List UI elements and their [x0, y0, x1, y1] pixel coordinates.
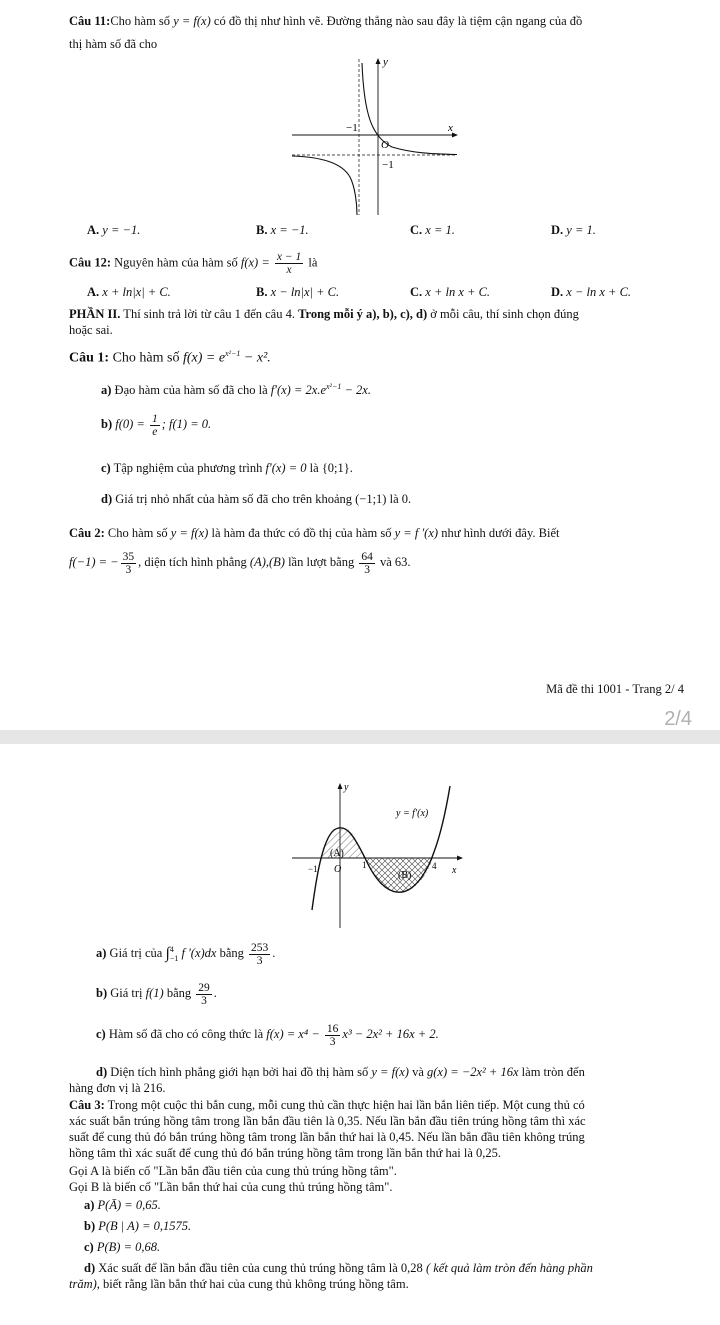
- cau-3-line4: hồng tâm thì xác suất để cung thủ đó bắn trúng hồng tâm trong lần bắn thứ hai là 0,25.: [69, 1146, 502, 1160]
- asymptote-graph: [292, 55, 462, 217]
- x-axis-label: x: [448, 122, 453, 134]
- q12-option-b[interactable]: B. x − ln|x| + C.: [256, 285, 340, 299]
- cau-2-line2: f(−1) = − $\frac{35}{3}$ , diện tích hình phẳng (A),(B) lần lượt bằng $\frac{64}{3}$ và 63.: [69, 550, 411, 576]
- graph2-fprime-label: y = f′(x): [396, 808, 429, 819]
- page-number-indicator: 2/4: [664, 708, 692, 730]
- q11-option-a[interactable]: A. y = −1.: [87, 223, 141, 237]
- graph2-y-label: y: [344, 782, 349, 793]
- page-footer: Mã đề thi 1001 - Trang 2/ 4: [546, 682, 684, 696]
- y-axis-label: y: [383, 56, 388, 68]
- q12-option-c[interactable]: C. x + ln x + C.: [410, 285, 491, 299]
- page-separator: [0, 730, 720, 744]
- tick-one: 1: [362, 860, 367, 870]
- cau-3-line3: suất để cung thủ đó bắn trúng hồng tâm trong lần bắn thứ hai là 0,45. Nếu lần bắn đầu tiên không trúng: [69, 1130, 585, 1144]
- cau-3-line2: xác suất bắn trúng hồng tâm trong lần bắn đầu tiên là 0,35. Nếu lần bắn đầu tiên trúng hồng tâm thì xác: [69, 1114, 586, 1128]
- cau-2-statement-c[interactable]: c) Hàm số đã cho có công thức là f(x) = x⁴ − $\frac{16}{3}$ x³ − 2x² + 16x + 2.: [96, 1022, 439, 1048]
- cau-3-event-b: Gọi B là biến cố "Lần bắn thứ hai của cung thủ trúng hồng tâm".: [69, 1180, 393, 1194]
- cau-2-statement-d[interactable]: d) Diện tích hình phẳng giới hạn bởi hai đồ thị hàm số y = f(x) và g(x) = −2x² + 16x làm tròn đến: [96, 1065, 585, 1079]
- derivative-graph: [292, 780, 467, 930]
- page-2: [0, 744, 720, 1325]
- cau-3-line1: Câu 3: Trong một cuộc thi bắn cung, mỗi cung thủ cần thực hiện hai lần bắn liên tiếp. Một cung thủ có: [69, 1098, 585, 1112]
- cau-2-statement-a[interactable]: a) Giá trị của ∫ 4 −1 f ′(x)dx bằng $\frac{253}{3}$ .: [96, 941, 276, 967]
- cau-3-statement-d-line2: trăm), biết rằng lần bắn thứ hai của cung thủ không trúng hồng tâm.: [69, 1277, 409, 1291]
- q12-option-d[interactable]: D. x − ln x + C.: [551, 285, 632, 299]
- tick-four: 4: [432, 861, 437, 871]
- minus-one-y-label: −1: [382, 159, 394, 171]
- cau-1-title: Câu 1: Cho hàm số $f(x) = e^{x^2-1} - x^2$.: [69, 349, 271, 366]
- cau-3-statement-b[interactable]: b) P(B | A) = 0,1575.: [84, 1219, 192, 1233]
- question-label: Câu 11:: [69, 14, 111, 28]
- q11-option-d[interactable]: D. y = 1.: [551, 223, 596, 237]
- minus-one-x-label: −1: [346, 122, 358, 134]
- q11-option-c[interactable]: C. x = 1.: [410, 223, 455, 237]
- graph2-x-label: x: [452, 865, 457, 876]
- graph2-origin: O: [334, 864, 342, 875]
- question-11-line2: thị hàm số đã cho: [69, 37, 158, 51]
- q12-option-a[interactable]: A. x + ln|x| + C.: [87, 285, 171, 299]
- origin-label: O: [381, 139, 389, 151]
- cau-2-line1: Câu 2: Cho hàm số y = f(x) là hàm đa thức có đồ thị của hàm số y = f ′(x) như hình dưới đây. Biết: [69, 526, 560, 540]
- cau-1-statement-d[interactable]: d) Giá trị nhỏ nhất của hàm số đã cho trên khoảng (−1;1) là 0.: [101, 492, 412, 506]
- cau-3-statement-a[interactable]: a) P(Ā) = 0,65.: [84, 1198, 161, 1212]
- tick-minus-one: −1: [308, 864, 318, 874]
- region-a-label: (A): [330, 848, 344, 859]
- cau-3-statement-c[interactable]: c) P(B) = 0,68.: [84, 1240, 161, 1254]
- part-2-heading-line2: hoặc sai.: [69, 323, 113, 337]
- question-12: Câu 12: Nguyên hàm của hàm số f(x) = $\frac{x - 1}{x}$ là: [69, 251, 318, 276]
- cau-3-event-a: Gọi A là biến cố "Lần bắn đầu tiên của cung thủ trúng hồng tâm".: [69, 1164, 397, 1178]
- part-2-heading: PHẦN II. Thí sinh trả lời từ câu 1 đến câu 4. Trong mỗi ý a), b), c), d) ở mỗi câu, thí sinh chọn đúng: [69, 307, 579, 321]
- cau-1-statement-b[interactable]: b) f(0) = $\frac{1}{e}$ ; f(1) = 0.: [101, 412, 212, 438]
- q11-option-b[interactable]: B. x = −1.: [256, 223, 309, 237]
- region-b-label: (B): [398, 870, 412, 881]
- question-11-line1: Câu 11:Cho hàm số y = f(x) có đồ thị như hình vẽ. Đường thẳng nào sau đây là tiệm cận ngang của đồ: [69, 14, 583, 28]
- cau-3-statement-d[interactable]: d) Xác suất để lần bắn đầu tiên của cung thủ trúng hồng tâm là 0,28 ( kết quả làm tròn đến hàng phần: [84, 1261, 593, 1275]
- question-label: Câu 12:: [69, 255, 112, 270]
- cau-2-statement-b[interactable]: b) Giá trị f(1) bằng $\frac{29}{3}$ .: [96, 981, 217, 1007]
- cau-2-statement-d-line2: hàng đơn vị là 216.: [69, 1081, 166, 1095]
- cau-1-statement-c[interactable]: c) Tập nghiệm của phương trình f′(x) = 0 là {0;1}.: [101, 461, 353, 475]
- cau-1-statement-a[interactable]: a) Đạo hàm của hàm số đã cho là $f'(x) = 2x.e^{x^2-1} - 2x$.: [101, 382, 371, 398]
